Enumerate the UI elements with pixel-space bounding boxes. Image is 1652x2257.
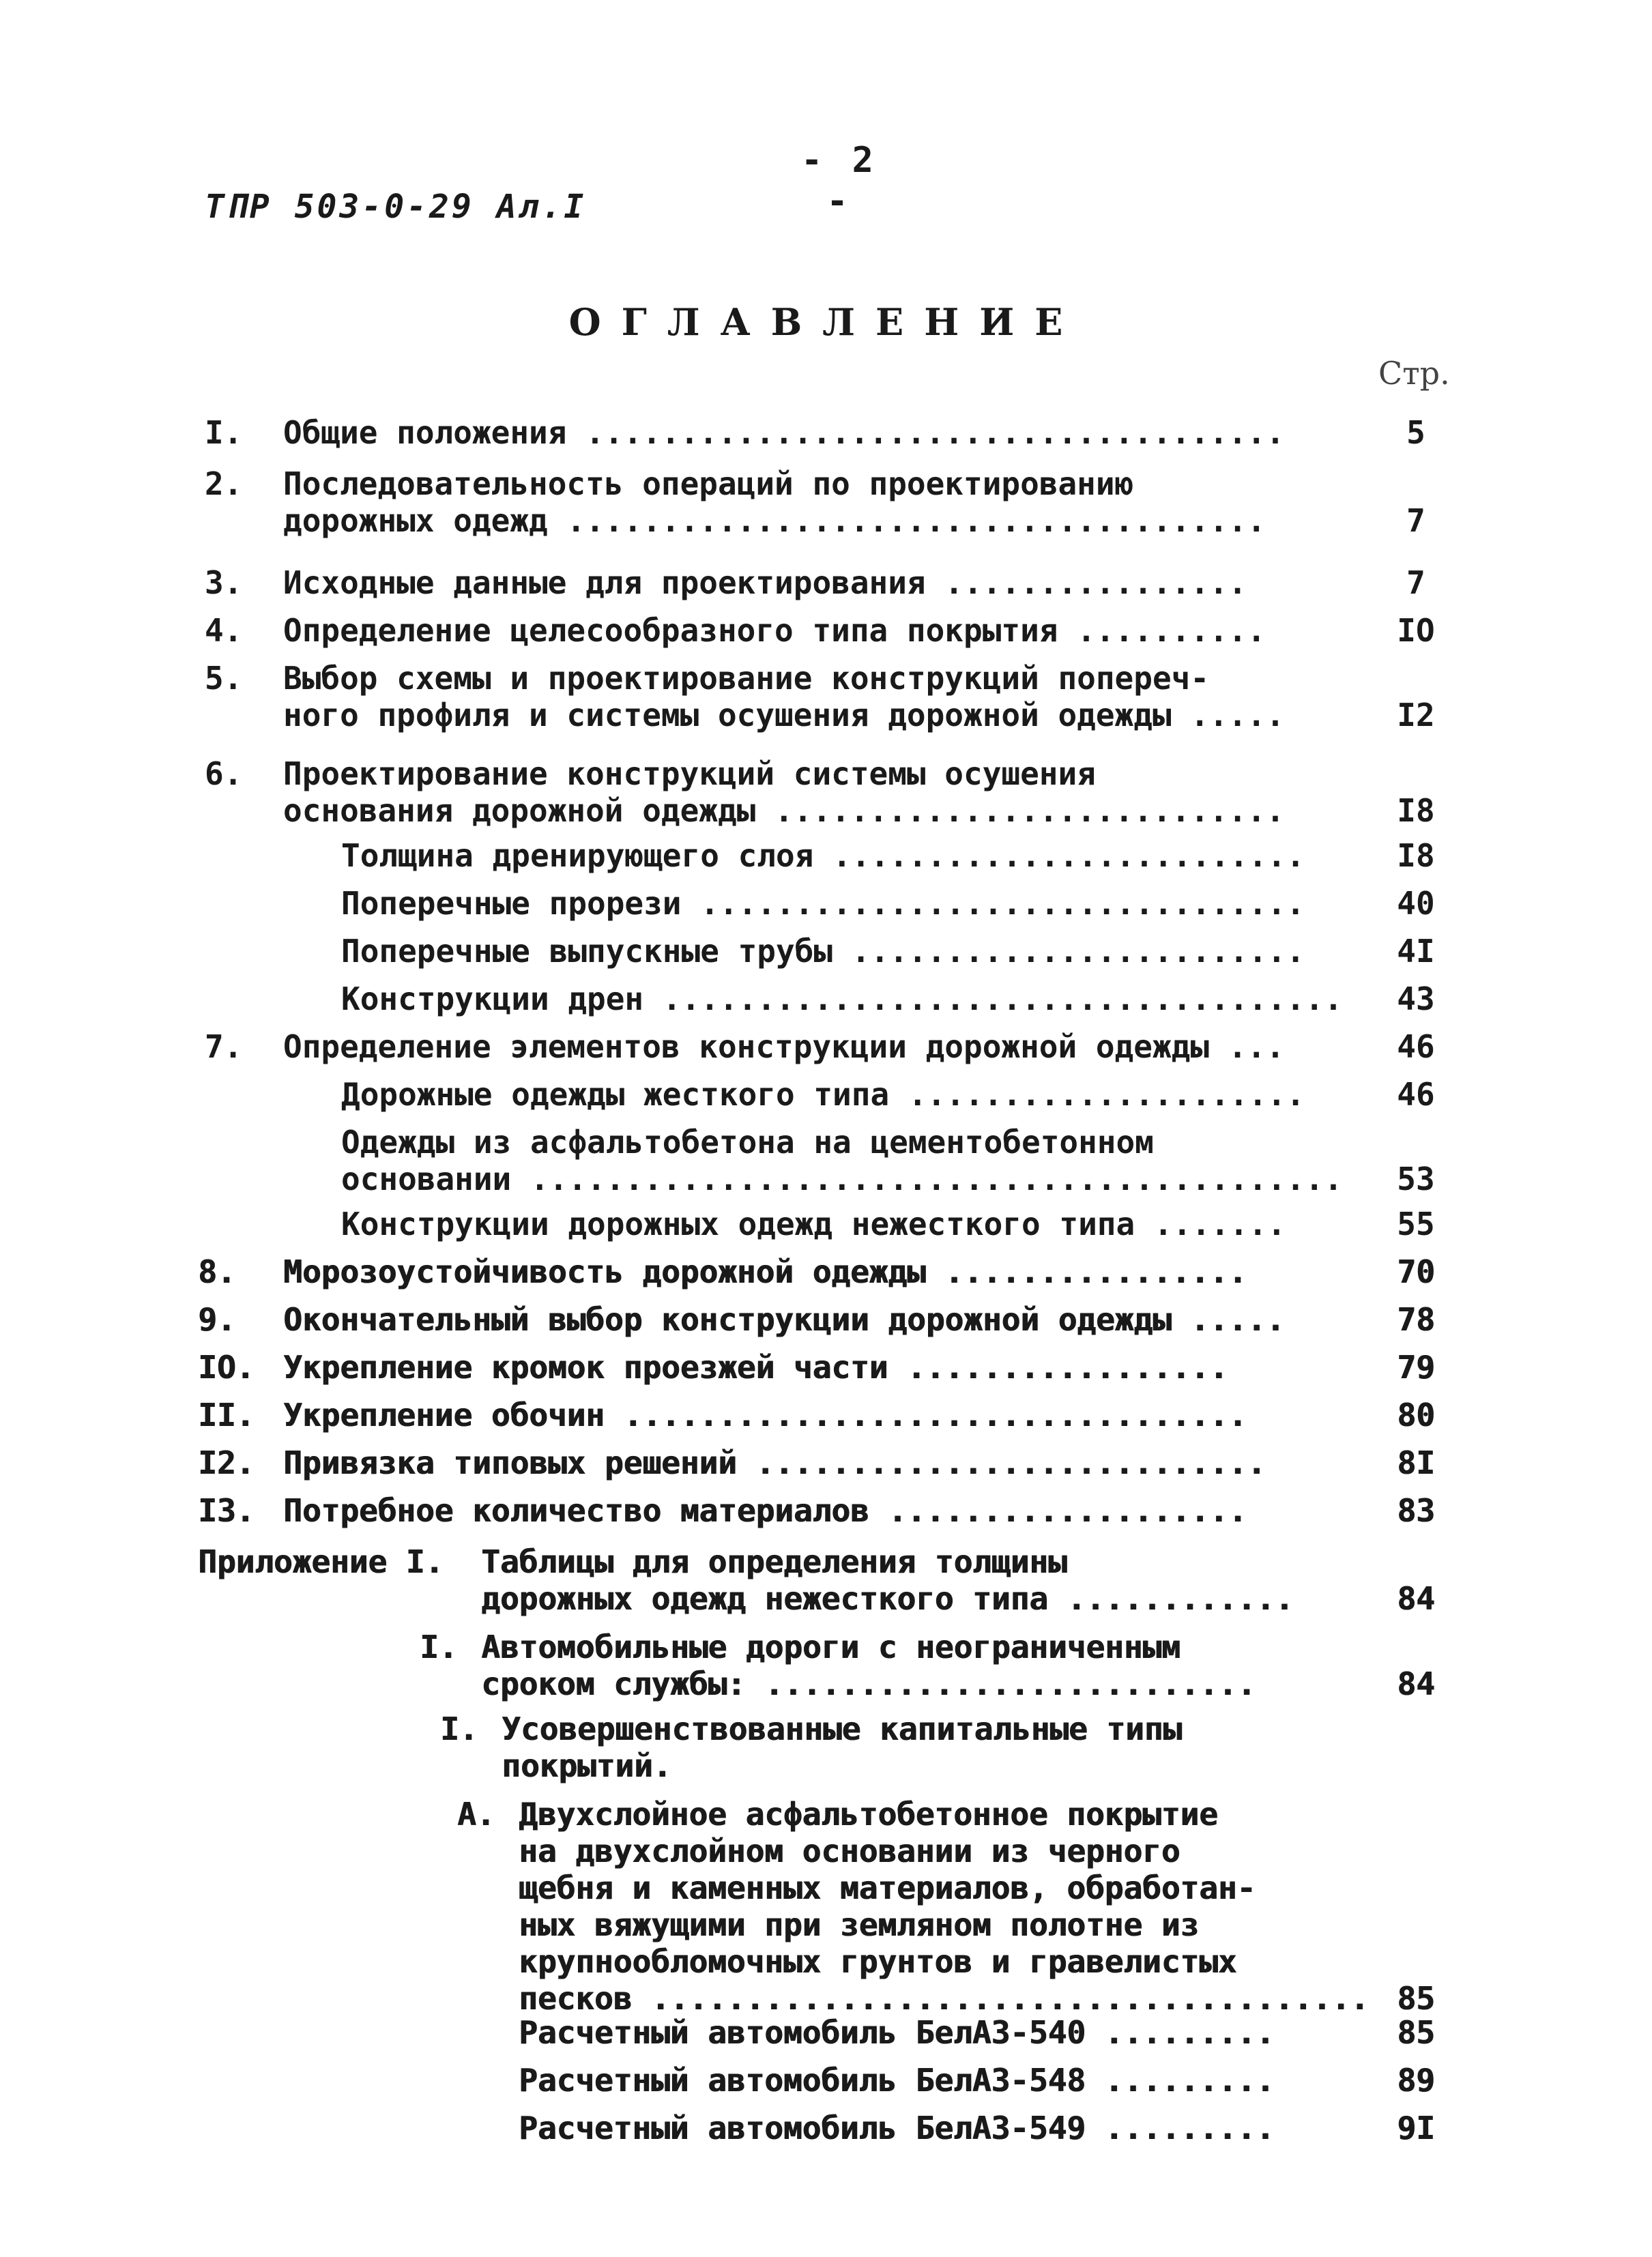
toc-entry-number: 9. xyxy=(198,1301,236,1338)
toc-entry-title: ного профиля и системы осушения дорожной одежды ..... xyxy=(283,697,1285,733)
toc-entry-page: 83 xyxy=(1397,1492,1435,1529)
toc-entry-title: щебня и каменных материалов, обработан- xyxy=(519,1869,1256,1906)
toc-entry-title: Конструкции дорожных одежд нежесткого типа ....... xyxy=(341,1206,1286,1242)
page-title: ОГЛАВЛЕНИЕ xyxy=(568,300,1084,344)
toc-entry-title: Укрепление кромок проезжей части ................. xyxy=(283,1349,1228,1386)
toc-entry-title: Автомобильные дороги с неограниченным xyxy=(481,1629,1180,1665)
toc-entry-page: 70 xyxy=(1397,1253,1435,1290)
toc-entry-title: Проектирование конструкций системы осушения xyxy=(283,755,1096,792)
toc-entry-title: Общие положения ..................................... xyxy=(283,414,1285,451)
toc-entry-title: Расчетный автомобиль БелАЗ-540 ......... xyxy=(519,2014,1275,2051)
toc-entry-page: 7 xyxy=(1406,502,1425,539)
toc-entry-page: 40 xyxy=(1397,885,1435,922)
toc-entry-page: 84 xyxy=(1397,1580,1435,1617)
toc-entry-page: 78 xyxy=(1397,1301,1435,1338)
toc-entry-title: песков ...................................... xyxy=(519,1980,1370,2017)
toc-entry-page: 5 xyxy=(1406,414,1425,451)
toc-entry-number: 6. xyxy=(205,755,243,792)
toc-entry-title: Дорожные одежды жесткого типа ..................... xyxy=(341,1076,1305,1113)
toc-entry-page: 80 xyxy=(1397,1397,1435,1433)
toc-entry-title: Морозоустойчивость дорожной одежды ................ xyxy=(283,1253,1247,1290)
toc-entry-page: 84 xyxy=(1397,1665,1435,1702)
toc-entry-page: 4I xyxy=(1397,933,1435,970)
toc-entry-number: IO. xyxy=(198,1349,255,1386)
toc-entry-page: 85 xyxy=(1397,1980,1435,2017)
toc-entry-title: Усовершенствованные капитальные типы xyxy=(502,1710,1182,1747)
toc-entry-title: Таблицы для определения толщины xyxy=(481,1543,1067,1580)
toc-entry-page: I8 xyxy=(1397,837,1435,874)
toc-entry-title: Определение элементов конструкции дорожной одежды ... xyxy=(283,1028,1285,1065)
page-column-header: Стр. xyxy=(1378,355,1450,392)
toc-entry-title: покрытий. xyxy=(502,1747,672,1784)
toc-entry-number: 4. xyxy=(205,612,243,649)
toc-entry-title: Толщина дренирующего слоя ......................... xyxy=(341,837,1305,874)
toc-entry-number: 7. xyxy=(205,1028,243,1065)
toc-entry-number: I3. xyxy=(198,1492,255,1529)
page-number: - 2 - xyxy=(801,140,878,222)
toc-entry-title: сроком службы: .......................... xyxy=(481,1665,1256,1702)
toc-entry-title: Окончательный выбор конструкции дорожной одежды ..... xyxy=(283,1301,1285,1338)
toc-entry-page: 43 xyxy=(1397,980,1435,1017)
toc-entry-page: IO xyxy=(1397,612,1435,649)
toc-entry-page: 79 xyxy=(1397,1349,1435,1386)
toc-entry-title: Выбор схемы и проектирование конструкций попереч- xyxy=(283,660,1210,697)
toc-entry-title: Привязка типовых решений ........................... xyxy=(283,1444,1266,1481)
toc-entry-title: основании ........................................... xyxy=(341,1161,1343,1197)
toc-entry-number: 2. xyxy=(205,465,243,502)
toc-entry-number: I. xyxy=(205,414,243,451)
toc-entry-page: 53 xyxy=(1397,1161,1435,1197)
toc-entry-number: 5. xyxy=(205,660,243,697)
toc-entry-title: дорожных одежд ..................................... xyxy=(283,502,1266,539)
toc-entry-page: 85 xyxy=(1397,2014,1435,2051)
toc-entry-title: дорожных одежд нежесткого типа ............ xyxy=(481,1580,1294,1617)
toc-entry-title: Расчетный автомобиль БелАЗ-549 ......... xyxy=(519,2110,1275,2146)
toc-entry-title: Расчетный автомобиль БелАЗ-548 ......... xyxy=(519,2062,1275,2099)
toc-entry-number: I. xyxy=(420,1629,458,1665)
toc-entry-number: 8. xyxy=(198,1253,236,1290)
toc-entry-title: Укрепление обочин ................................. xyxy=(283,1397,1247,1433)
toc-entry-title: на двухслойном основании из черного xyxy=(519,1833,1180,1869)
toc-entry-number: Приложение I. xyxy=(198,1543,444,1580)
toc-entry-title: ных вяжущими при земляном полотне из xyxy=(519,1906,1199,1943)
toc-entry-number: А. xyxy=(457,1796,495,1833)
toc-entry-page: 46 xyxy=(1397,1076,1435,1113)
toc-entry-page: 46 xyxy=(1397,1028,1435,1065)
toc-entry-title: Исходные данные для проектирования ................ xyxy=(283,564,1247,601)
toc-entry-title: Определение целесообразного типа покрытия .......... xyxy=(283,612,1266,649)
toc-entry-page: 8I xyxy=(1397,1444,1435,1481)
toc-entry-title: крупнообломочных грунтов и гравелистых xyxy=(519,1943,1237,1980)
toc-entry-number: 3. xyxy=(205,564,243,601)
toc-entry-title: Одежды из асфальтобетона на цементобетонном xyxy=(341,1124,1154,1161)
toc-entry-title: Потребное количество материалов ................... xyxy=(283,1492,1247,1529)
toc-entry-number: I2. xyxy=(198,1444,255,1481)
toc-entry-page: 9I xyxy=(1397,2110,1435,2146)
toc-entry-title: основания дорожной одежды ........................... xyxy=(283,792,1285,829)
toc-entry-page: 55 xyxy=(1397,1206,1435,1242)
toc-entry-page: 89 xyxy=(1397,2062,1435,2099)
toc-entry-page: I8 xyxy=(1397,792,1435,829)
toc-entry-title: Поперечные выпускные трубы ........................ xyxy=(341,933,1305,970)
document-id: ТПР 503-0-29 Ал.I xyxy=(205,188,587,226)
toc-entry-title: Конструкции дрен .................................... xyxy=(341,980,1343,1017)
toc-entry-page: I2 xyxy=(1397,697,1435,733)
toc-entry-number: II. xyxy=(198,1397,255,1433)
toc-entry-title: Последовательность операций по проектированию xyxy=(283,465,1134,502)
toc-entry-title: Двухслойное асфальтобетонное покрытие xyxy=(519,1796,1218,1833)
toc-entry-page: 7 xyxy=(1406,564,1425,601)
toc-entry-number: I. xyxy=(440,1710,478,1747)
toc-entry-title: Поперечные прорези ................................ xyxy=(341,885,1305,922)
